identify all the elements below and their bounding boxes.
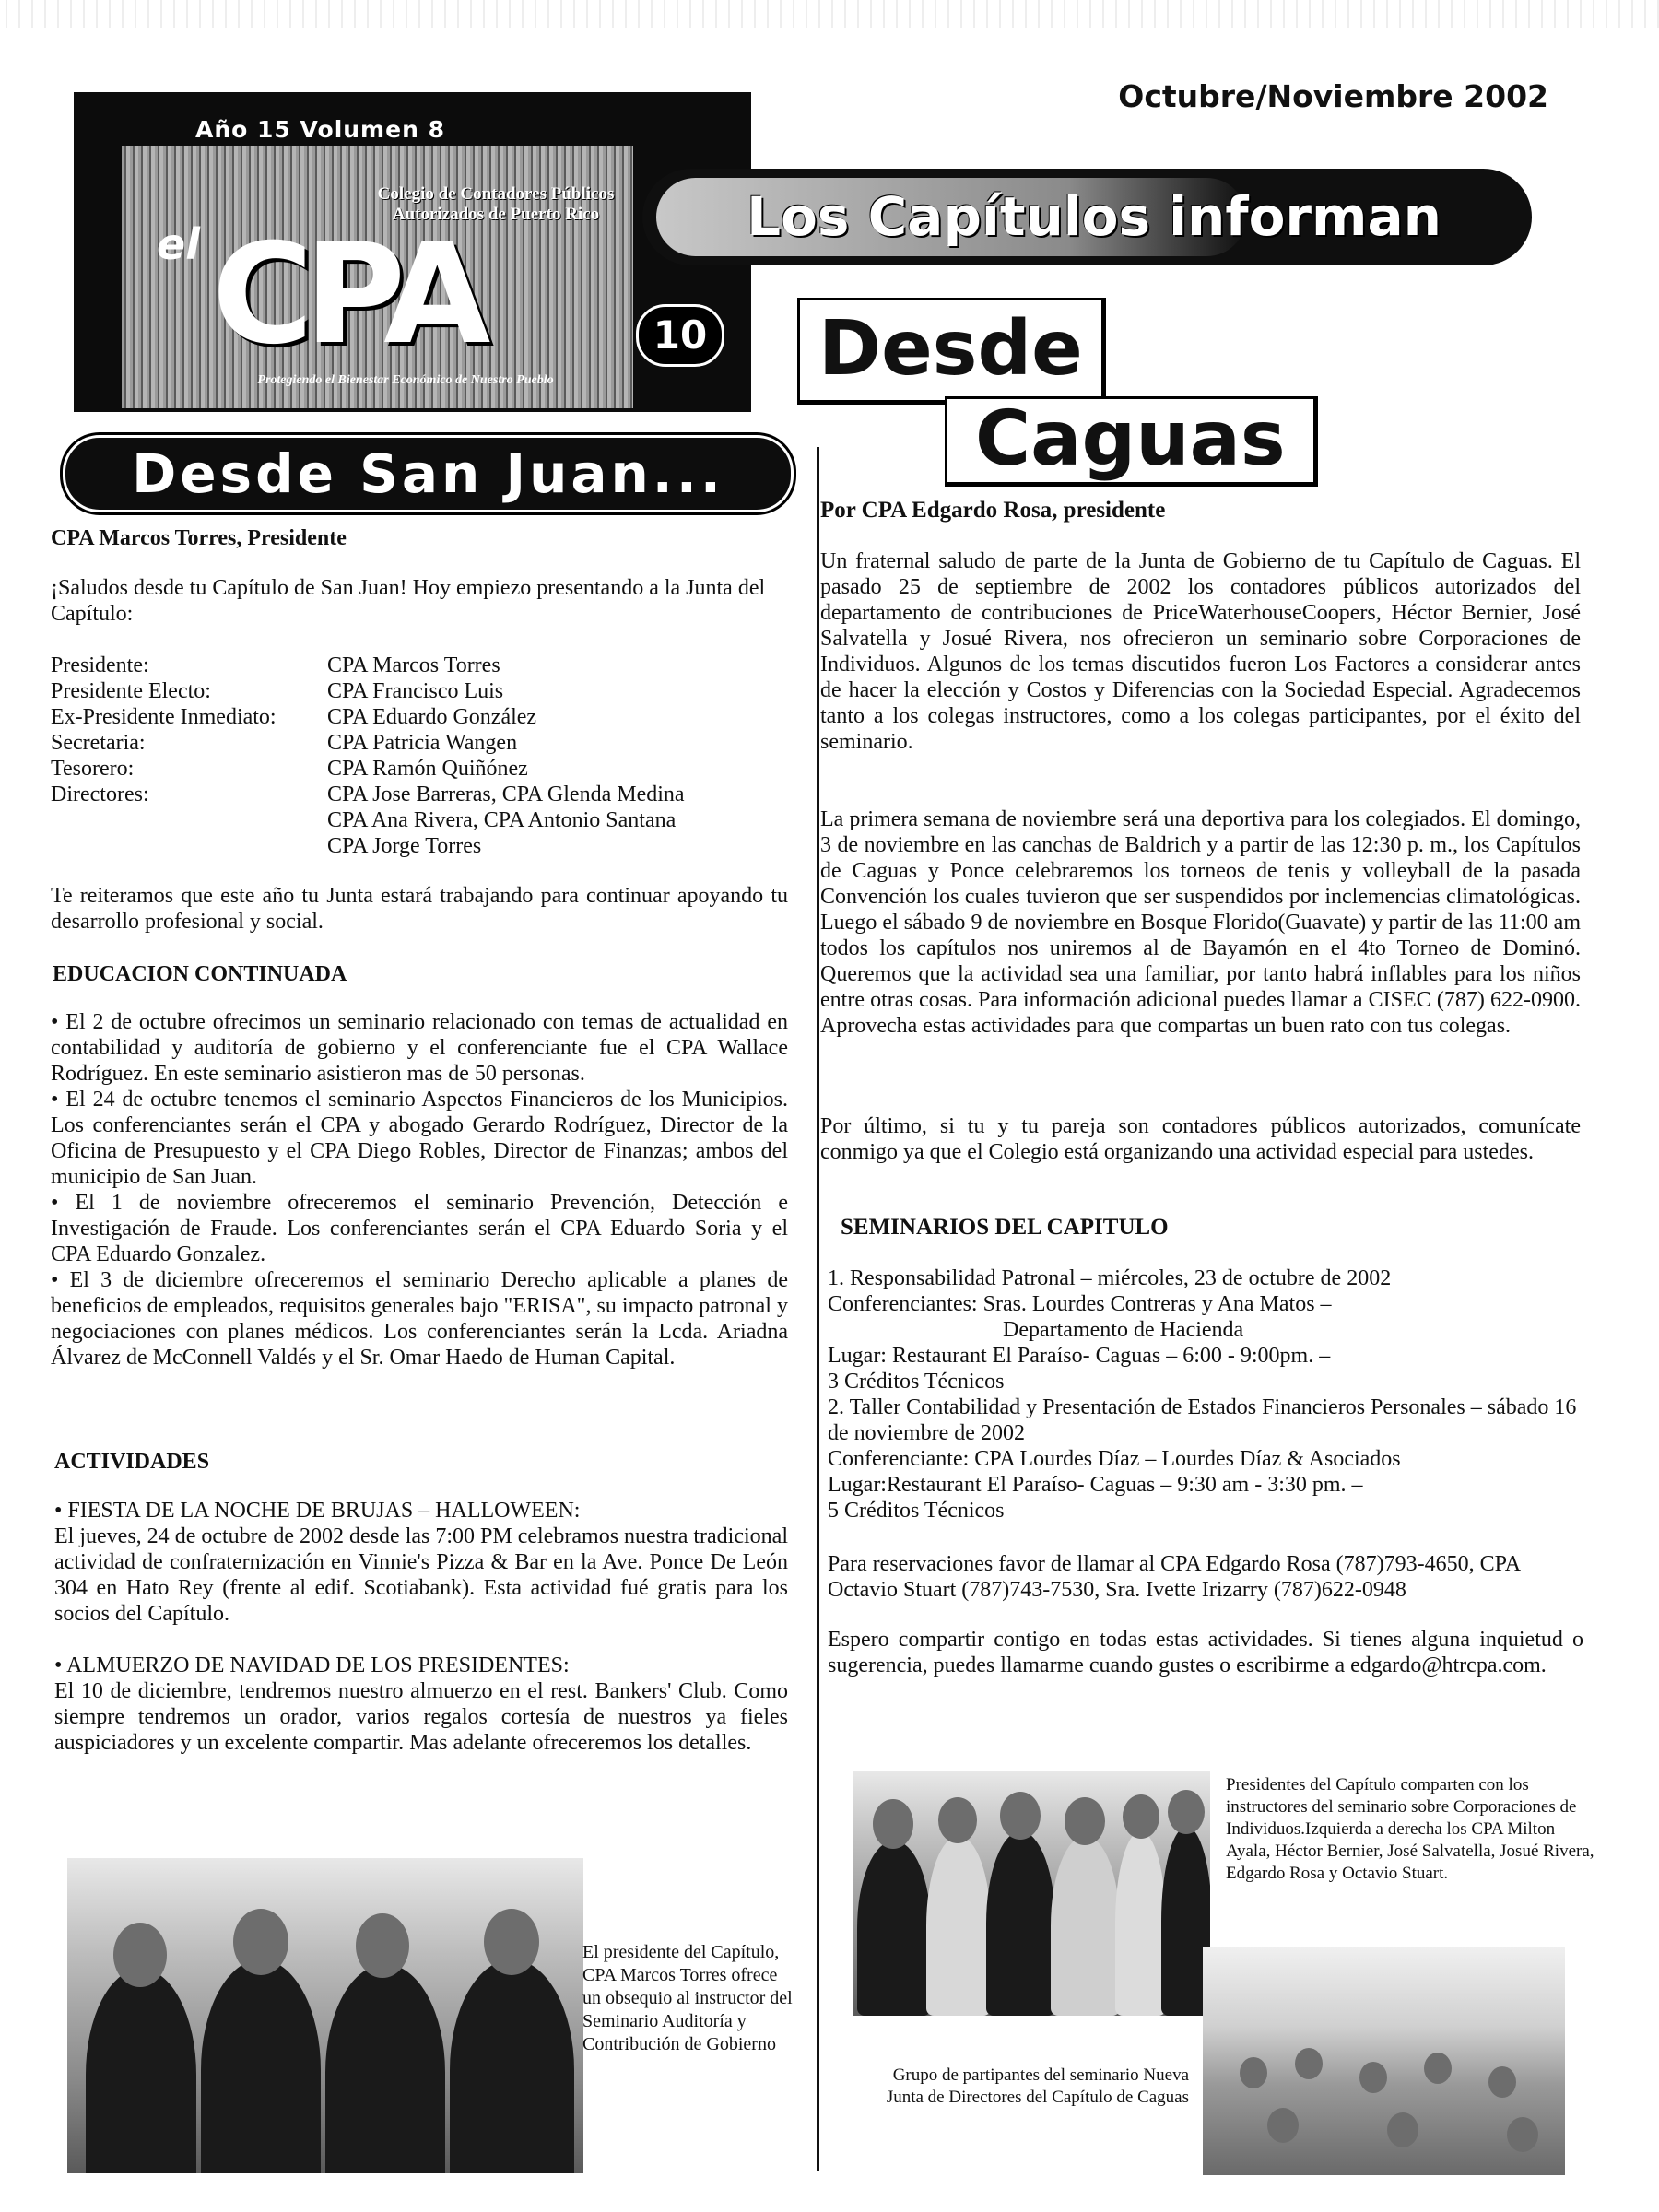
- person-head: [1065, 1797, 1105, 1845]
- seminar-line: Departamento de Hacienda: [1003, 1318, 1244, 1342]
- board-row: [51, 782, 788, 859]
- person-head: [873, 1799, 913, 1849]
- org-name: Colegio de Contadores Públicos Autorizados de Puerto Rico: [377, 184, 615, 224]
- board-row: [51, 678, 788, 704]
- board-name: CPA Ramón Quiñónez: [327, 757, 528, 781]
- board-name: CPA Eduardo González: [327, 705, 537, 729]
- person-head: [1424, 2053, 1452, 2084]
- board-role: Ex-Presidente Inmediato:: [51, 705, 276, 729]
- board-name: CPA Francisco Luis: [327, 679, 504, 703]
- seminars-heading: SEMINARIOS DEL CAPITULO: [841, 1215, 1169, 1240]
- seminar-line: Conferenciante: CPA Lourdes Díaz – Lourdes Díaz & Asociados: [828, 1447, 1401, 1471]
- san-juan-photo-caption: El presidente del Capítulo, CPA Marcos Torres ofrece un obsequio al instructor del Seminario Auditoría y Contribución de Gobierno: [582, 1942, 793, 2054]
- caguas-paragraph: La primera semana de noviembre será una deportiva para los colegiados. El domingo, 3 de noviembre en las canchas de Baldrich y a partir de las 12:30 p. m., los Capítulos de Caguas y Ponce celebraremos los torneos de tenis y volleyball de la pasada Convención los cuales tuvieron que ser suspendidos por inclemencias climatológicas. Luego el sábado 9 de noviembre en Bosque Florido(Guavate) y partir de las 11:00 am todos los capítulos nos uniremos al de Bayamón en el 4to Torneo de Dominó. Queremos que la actividad sea una familiar, por tanto habrá inflables para los niños entre otras cosas. Para información adicional puedes llamar a CISEC (787) 622-0900. Aprovecha estas actividades para que compartas un buen rato con tus colegas.: [820, 807, 1581, 1038]
- person-figure: [325, 1964, 445, 2173]
- caguas-participants-photo: [1203, 1947, 1565, 2175]
- activities-heading: ACTIVIDADES: [54, 1450, 210, 1474]
- education-heading: EDUCACION CONTINUADA: [53, 962, 347, 986]
- section-banner: [642, 169, 1532, 265]
- board-name: CPA Patricia Wangen: [327, 731, 518, 755]
- board-role: Secretaria:: [51, 731, 146, 755]
- caguas-author: Por CPA Edgardo Rosa, presidente: [820, 498, 1166, 523]
- person-head: [1359, 2062, 1387, 2093]
- board-name: CPA Ana Rivera, CPA Antonio Santana: [327, 808, 677, 832]
- caguas-paragraph: Un fraternal saludo de parte de la Junta de Gobierno de tu Capítulo de Caguas. El pasado 25 de septiembre de 2002 los contadores públicos autorizados del departamento de contribuciones de PriceWaterhouseCoopers, Héctor Bernier, José Salvatella y Josué Rivera, nos ofrecieron un seminario sobre Corporaciones de Individuos. Algunos de los temas discutidos fueron Los Factores a considerar antes de hacer la elección y Costos y Diferencias con la Sociedad Especial. Agradecemos tanto a los colegas instructores, como a los colegas participantes, por el éxito del seminario.: [820, 549, 1581, 754]
- education-list: [51, 1009, 788, 1371]
- activity-title: • FIESTA DE LA NOCHE DE BRUJAS – HALLOWEEN:: [54, 1499, 581, 1523]
- caguas-title-line2: Caguas: [945, 396, 1318, 487]
- san-juan-intro: ¡Saludos desde tu Capítulo de San Juan! Hoy empiezo presentando a la Junta del Capítulo:: [51, 576, 766, 626]
- board-row: [51, 756, 788, 782]
- page-number: 10: [636, 304, 724, 367]
- issue-date: Octubre/Noviembre 2002: [1118, 78, 1548, 114]
- person-figure: [1115, 1831, 1166, 2016]
- person-figure: [857, 1841, 931, 2016]
- person-figure: [986, 1831, 1055, 2016]
- seminar-line: 5 Créditos Técnicos: [828, 1499, 1005, 1523]
- scan-edge: [0, 0, 1659, 28]
- san-juan-reiterate: Te reiteramos que este año tu Junta estará trabajando para continuar apoyando tu desarrollo profesional y social.: [51, 884, 788, 934]
- san-juan-photo: [67, 1858, 583, 2173]
- list-item: • El 1 de noviembre ofreceremos el seminario Prevención, Detección e Investigación de Fraude. Los conferenciantes serán el CPA Eduardo Soria y el CPA Eduardo Gonzalez.: [51, 1191, 788, 1266]
- person-head: [1387, 2112, 1418, 2147]
- seminar-line: 1. Responsabilidad Patronal – miércoles, 23 de octubre de 2002: [828, 1266, 1392, 1290]
- seminar-line: Lugar:Restaurant El Paraíso- Caguas – 9:30 am - 3:30 pm. –: [828, 1473, 1363, 1497]
- section-title: Los Capítulos informan: [747, 185, 1441, 248]
- masthead-logo: [74, 92, 751, 412]
- org-tagline: Protegiendo el Bienestar Económico de Nuestro Pueblo: [257, 373, 554, 387]
- caguas-closing: Espero compartir contigo en todas estas actividades. Si tienes alguna inquietud o sugerencia, puedes llamarme cuando gustes o escribirme a edgardo@htrcpa.com.: [828, 1628, 1583, 1677]
- person-head: [1507, 2117, 1538, 2152]
- caguas-paragraph: Por último, si tu y tu pareja son contadores públicos autorizados, comunícate conmigo ya que el Colegio está organizando una actividad especial para ustedes.: [820, 1114, 1581, 1164]
- board-role: Presidente Electo:: [51, 679, 211, 703]
- board-row: [51, 653, 788, 678]
- board-name: CPA Jorge Torres: [327, 834, 482, 858]
- activity-title: • ALMUERZO DE NAVIDAD DE LOS PRESIDENTES:: [54, 1653, 570, 1677]
- person-head: [356, 1913, 409, 1978]
- activity-text: El jueves, 24 de octubre de 2002 desde las 7:00 PM celebramos nuestra tradicional actividad de confraternización en Vinnie's Pizza & Bar en la Ave. Ponce De León 304 en Hato Rey (frente al edif. Scotiabank). Esta actividad fué gratis para los socios del Capítulo.: [54, 1524, 788, 1626]
- issue-number: Año 15 Volumen 8: [195, 116, 445, 143]
- activity-text: El 10 de diciembre, tendremos nuestro almuerzo en el rest. Bankers' Club. Como siempre tendremos un orador, varios regalos cortesía de nuestros ya fieles auspiciadores y un excelente compartir. Mas adelante ofreceremos los detalles.: [54, 1679, 788, 1755]
- caguas-presidents-caption: Presidentes del Capítulo comparten con los instructores del seminario sobre Corporaciones de Individuos.Izquierda a derecha los CPA Milton Ayala, Héctor Bernier, José Salvatella, Josué Rivera, Edgardo Rosa y Octavio Stuart.: [1226, 1775, 1594, 1883]
- logo-prefix: el: [157, 219, 200, 269]
- seminars-list: [828, 1265, 1583, 1524]
- seminar-line: Conferenciantes: Sras. Lourdes Contreras y Ana Matos –: [828, 1292, 1332, 1316]
- list-item: • El 24 de octubre tenemos el seminario Aspectos Financieros de los Municipios. Los conferenciantes serán el CPA y abogado Gerardo Rodríguez, Director de la Oficina de Presupuesto y el CPA Diego Robles, Director de Finanzas; ambos del municipio de San Juan.: [51, 1088, 788, 1189]
- board-row: [51, 730, 788, 756]
- seminar-line: 3 Créditos Técnicos: [828, 1370, 1005, 1394]
- san-juan-title: Desde San Juan...: [132, 442, 724, 505]
- person-head: [1295, 2048, 1323, 2079]
- board-row: [51, 704, 788, 730]
- logo-main: CPA: [212, 215, 482, 375]
- person-figure: [201, 1959, 321, 2173]
- person-head: [1168, 1790, 1205, 1834]
- column-divider: [817, 447, 819, 2171]
- san-juan-author: CPA Marcos Torres, Presidente: [51, 526, 347, 550]
- board-role: Tesorero:: [51, 757, 135, 781]
- board-name: CPA Marcos Torres: [327, 653, 500, 677]
- person-figure: [926, 1836, 991, 2016]
- person-head: [1488, 2066, 1516, 2098]
- person-figure: [1051, 1836, 1120, 2016]
- person-head: [1123, 1794, 1159, 1839]
- caguas-participants-caption: Grupo de partipantes del seminario Nueva Junta de Directores del Capítulo de Caguas: [886, 2065, 1189, 2107]
- person-head: [233, 1909, 288, 1975]
- board-list: [51, 653, 788, 859]
- san-juan-banner: [63, 435, 794, 512]
- person-head: [938, 1797, 977, 1843]
- person-head: [484, 1909, 539, 1975]
- list-item: • El 2 de octubre ofrecimos un seminario relacionado con temas de actualidad en contabilidad y auditoría de gobierno y el conferenciante fue el CPA Wallace Rodríguez. En este seminario asistieron mas de 50 personas.: [51, 1010, 788, 1086]
- person-head: [113, 1923, 167, 1987]
- seminar-line: 2. Taller Contabilidad y Presentación de Estados Financieros Personales – sábado 16 de noviembre de 2002: [828, 1395, 1577, 1445]
- caguas-presidents-photo: [853, 1771, 1210, 2016]
- activity-christmas-lunch: [54, 1653, 788, 1756]
- person-figure: [450, 1959, 574, 2173]
- seminar-line: Lugar: Restaurant El Paraíso- Caguas – 6:00 - 9:00pm. –: [828, 1344, 1331, 1368]
- board-role: Presidente:: [51, 653, 149, 677]
- person-figure: [86, 1969, 196, 2173]
- board-name: CPA Jose Barreras, CPA Glenda Medina: [327, 782, 685, 806]
- list-item: • El 3 de diciembre ofreceremos el seminario Derecho aplicable a planes de beneficios de empleados, requisitos generales bajo "ERISA", su impacto patronal y negociaciones con planes médicos. Los conferenciantes serán la Lcda. Ariadna Álvarez de McConnell Valdés y el Sr. Omar Haedo de Human Capital.: [51, 1268, 788, 1370]
- caguas-reservations: Para reservaciones favor de llamar al CPA Edgardo Rosa (787)793-4650, CPA Octavio Stuart (787)743-7530, Sra. Ivette Irizarry (787)622-0948: [828, 1552, 1520, 1602]
- board-role: Directores:: [51, 782, 149, 806]
- person-head: [1000, 1792, 1041, 1840]
- person-head: [1240, 2057, 1267, 2088]
- activity-halloween: [54, 1498, 788, 1627]
- caguas-title-line1: Desde: [797, 298, 1106, 405]
- person-head: [1267, 2108, 1299, 2143]
